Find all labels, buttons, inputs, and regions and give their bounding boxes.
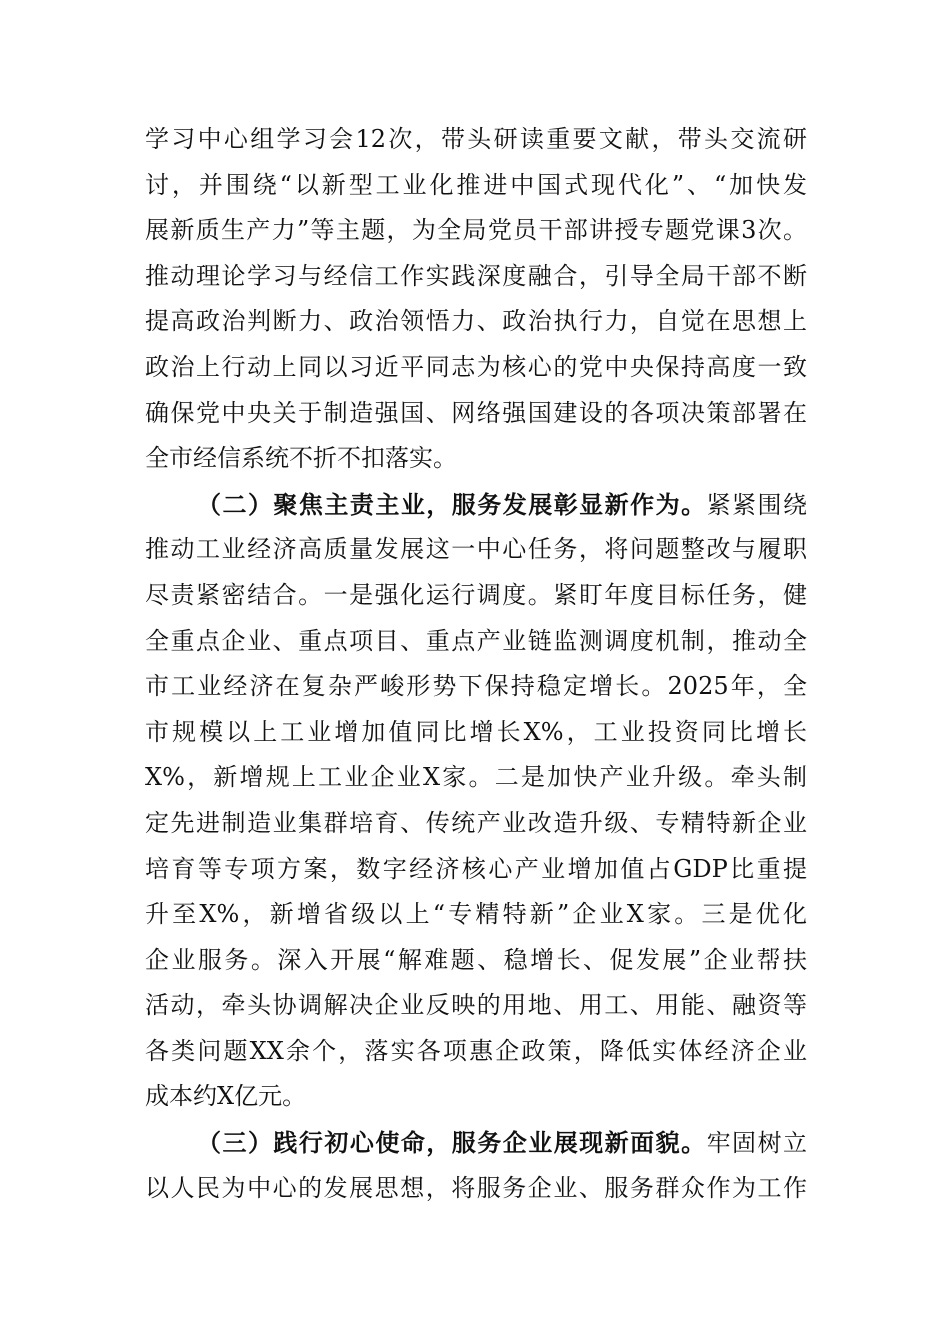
text-line: 企业服务。深入开展“解难题、稳增长、促发展”企业帮扶 (145, 945, 807, 974)
text-line: 政治上行动上同以习近平同志为核心的党中央保持高度一致 (145, 352, 807, 381)
text-line: 提高政治判断力、政治领悟力、政治执行力，自觉在思想上 (145, 307, 807, 336)
text-line: 全市经信系统不折不扣落实。 (145, 444, 457, 473)
section-heading: （三）践行初心使命，服务企业展现新面貌。 (197, 1128, 707, 1158)
section-heading: （二）聚焦主责主业，服务发展彰显新作为。 (197, 489, 707, 519)
text-line: 市工业经济在复杂严峻形势下保持稳定增长。2025年，全 (145, 672, 807, 701)
text-line: 市规模以上工业增加值同比增长X%，工业投资同比增长 (145, 717, 807, 746)
text-line: 成本约X亿元。 (145, 1082, 307, 1111)
paragraph-section-2 (145, 482, 807, 1120)
section-heading-line (145, 482, 807, 528)
text-line: 活动，牵头协调解决企业反映的用地、用工、用能、融资等 (145, 991, 807, 1020)
text-line: 学习中心组学习会12次，带头研读重要文献，带头交流研 (145, 125, 807, 153)
text-line: 全重点企业、重点项目、重点产业链监测调度机制，推动全 (145, 626, 807, 655)
section-heading-line (145, 1120, 807, 1166)
document-page (145, 117, 807, 1211)
text-line: 尽责紧密结合。一是强化运行调度。紧盯年度目标任务，健 (145, 580, 807, 609)
text-line: 讨，并围绕“以新型工业化推进中国式现代化”、“加快发 (145, 170, 807, 199)
text-line: 展新质生产力”等主题，为全局党员干部讲授专题党课3次。 (145, 216, 807, 245)
text-line: 升至X%，新增省级以上“专精特新”企业X家。三是优化 (145, 900, 807, 929)
heading-line-rest: 牢固树立 (706, 1129, 808, 1158)
text-line: 培育等专项方案，数字经济核心产业增加值占GDP比重提 (145, 854, 807, 883)
heading-line-rest: 紧紧围绕 (706, 490, 808, 519)
paragraph-section-3 (145, 1120, 807, 1211)
text-line: X%，新增规上工业企业X家。二是加快产业升级。牵头制 (145, 763, 807, 792)
text-line: 以人民为中心的发展思想，将服务企业、服务群众作为工作 (145, 1173, 807, 1202)
text-line: 定先进制造业集群培育、传统产业改造升级、专精特新企业 (145, 808, 807, 837)
paragraph-theory-study (145, 117, 807, 482)
text-line: 推动理论学习与经信工作实践深度融合，引导全局干部不断 (145, 261, 807, 290)
text-line: 确保党中央关于制造强国、网络强国建设的各项决策部署在 (145, 398, 807, 427)
text-line: 推动工业经济高质量发展这一中心任务，将问题整改与履职 (145, 535, 807, 564)
text-line: 各类问题XX余个，落实各项惠企政策，降低实体经济企业 (145, 1036, 807, 1065)
